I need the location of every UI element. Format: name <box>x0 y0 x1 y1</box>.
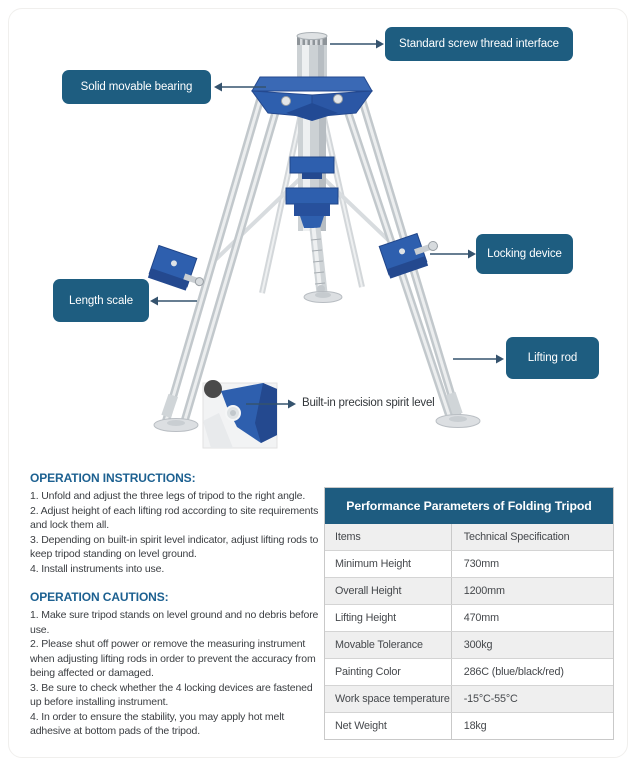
callout-spirit-level: Built-in precision spirit level <box>302 397 435 409</box>
spirit-level-inset-photo <box>203 380 277 448</box>
table-cell-item: Items <box>325 524 452 550</box>
table-row <box>325 712 613 739</box>
table-cell-item: Lifting Height <box>325 605 452 631</box>
table-cell-spec: 470mm <box>463 612 499 624</box>
instructions-heading: OPERATION INSTRUCTIONS: <box>30 471 196 485</box>
instruction-item: 4. Install instruments into use. <box>30 562 165 575</box>
tripod-head <box>252 77 372 121</box>
callout-lifting-rod-label: Lifting rod <box>527 352 578 364</box>
text-column <box>30 471 322 753</box>
instruction-item: 3. Depending on built-in spirit level indicator, adjust lifting rods to keep tripod standing on level ground. <box>30 533 319 560</box>
table-cell-item: Minimum Height <box>325 551 452 577</box>
table-cell-item: Overall Height <box>325 578 452 604</box>
callout-standard-screw-label: Standard screw thread interface <box>399 38 559 50</box>
table-row <box>325 631 613 658</box>
callout-length-scale <box>53 279 149 322</box>
callout-solid-bearing-label: Solid movable bearing <box>80 81 193 93</box>
table-cell-spec: -15°C-55°C <box>463 693 518 705</box>
spec-table <box>324 487 614 740</box>
table-cell-spec: Technical Specification <box>463 531 570 543</box>
table-row <box>325 685 613 712</box>
cautions-heading: OPERATION CAUTIONS: <box>30 590 169 604</box>
table-row <box>325 524 613 550</box>
caution-item: 1. Make sure tripod stands on level ground and no debris before use. <box>30 609 319 636</box>
table-cell-spec: 730mm <box>463 558 499 570</box>
callout-lifting-rod <box>506 337 599 379</box>
callout-length-scale-label: Length scale <box>68 294 133 307</box>
table-cell-spec: 300kg <box>463 639 493 651</box>
instruction-item: 1. Unfold and adjust the three legs of tripod to the right angle. <box>30 490 306 502</box>
callout-locking-device <box>476 234 573 274</box>
spec-table-title: Performance Parameters of Folding Tripod <box>325 488 613 524</box>
left-leg-clamp <box>148 245 210 295</box>
instructions-list <box>30 489 322 576</box>
table-cell-spec: 286C (blue/black/red) <box>463 666 564 678</box>
lifting-rod-part <box>304 228 342 303</box>
table-cell-spec: 1200mm <box>463 585 505 597</box>
caution-item: 3. Be sure to check whether the 4 locking devices are fastened up before installing instrument. <box>30 681 313 708</box>
caution-item: 2. Please shut off power or remove the measuring instrument when adjusting lifting rods in order to prevent the accuracy from being affected or damaged. <box>30 638 316 679</box>
callout-standard-screw <box>385 27 573 61</box>
callout-locking-device-label: Locking device <box>487 248 562 260</box>
table-cell-item: Work space temperature <box>325 686 452 712</box>
table-row <box>325 577 613 604</box>
table-cell-item: Movable Tolerance <box>325 632 452 658</box>
table-row <box>325 550 613 577</box>
table-cell-spec: 18kg <box>463 720 487 732</box>
caution-item: 4. In order to ensure the stability, you may apply hot melt adhesive at bottom pads of the tripod. <box>30 710 285 737</box>
cautions-list <box>30 608 322 739</box>
table-row <box>325 604 613 631</box>
instruction-item: 2. Adjust height of each lifting rod according to site requirements and lock them all. <box>30 504 319 531</box>
table-cell-item: Net Weight <box>325 713 452 739</box>
table-cell-item: Painting Color <box>325 659 452 685</box>
callout-solid-bearing <box>62 70 211 104</box>
table-row <box>325 658 613 685</box>
column-collars <box>286 157 338 228</box>
